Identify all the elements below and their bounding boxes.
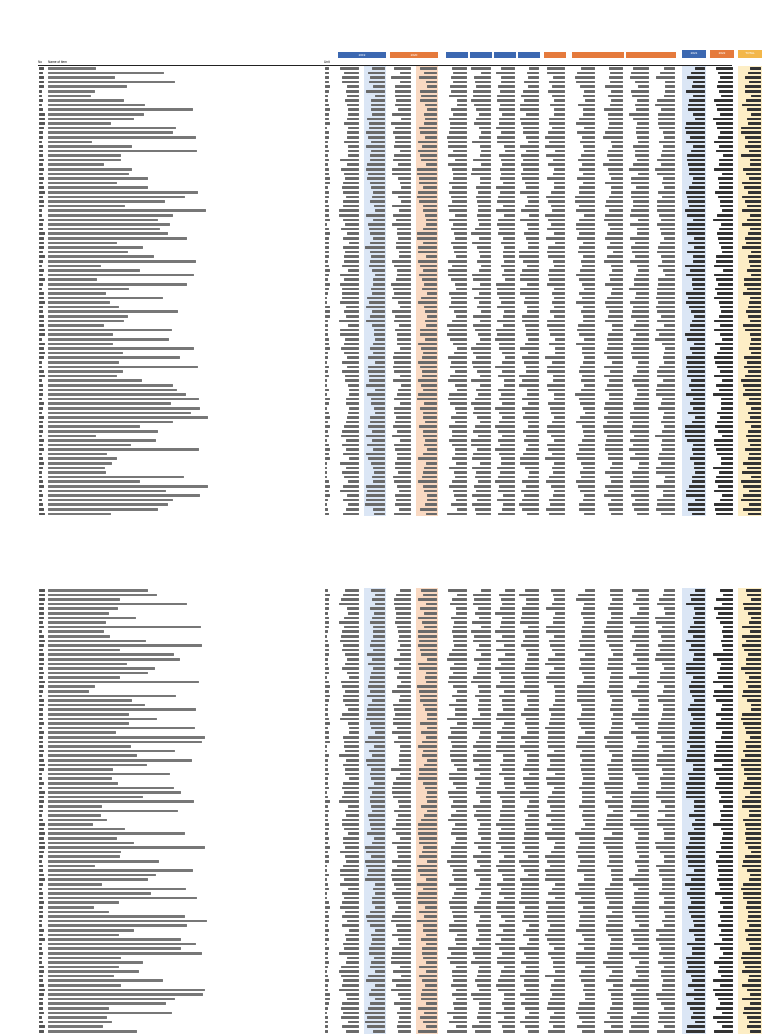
- header-band: TOTAL: [738, 50, 762, 58]
- table-rows: [38, 66, 732, 516]
- col-name-header: Name of item: [48, 58, 308, 67]
- header-band: 2019: [338, 52, 386, 58]
- header-band: [470, 52, 492, 58]
- header-band: 2022: [710, 50, 734, 58]
- header-band: [518, 52, 540, 58]
- header-band: 2020: [390, 52, 438, 58]
- header-band: [626, 52, 676, 58]
- header-band: [446, 52, 468, 58]
- col-unit-header: Unit: [324, 58, 334, 67]
- header-band: [572, 52, 624, 58]
- header-band: 2021: [682, 50, 706, 58]
- header-band: [544, 52, 566, 58]
- header-band: [494, 52, 516, 58]
- col-no-header: No: [38, 58, 46, 67]
